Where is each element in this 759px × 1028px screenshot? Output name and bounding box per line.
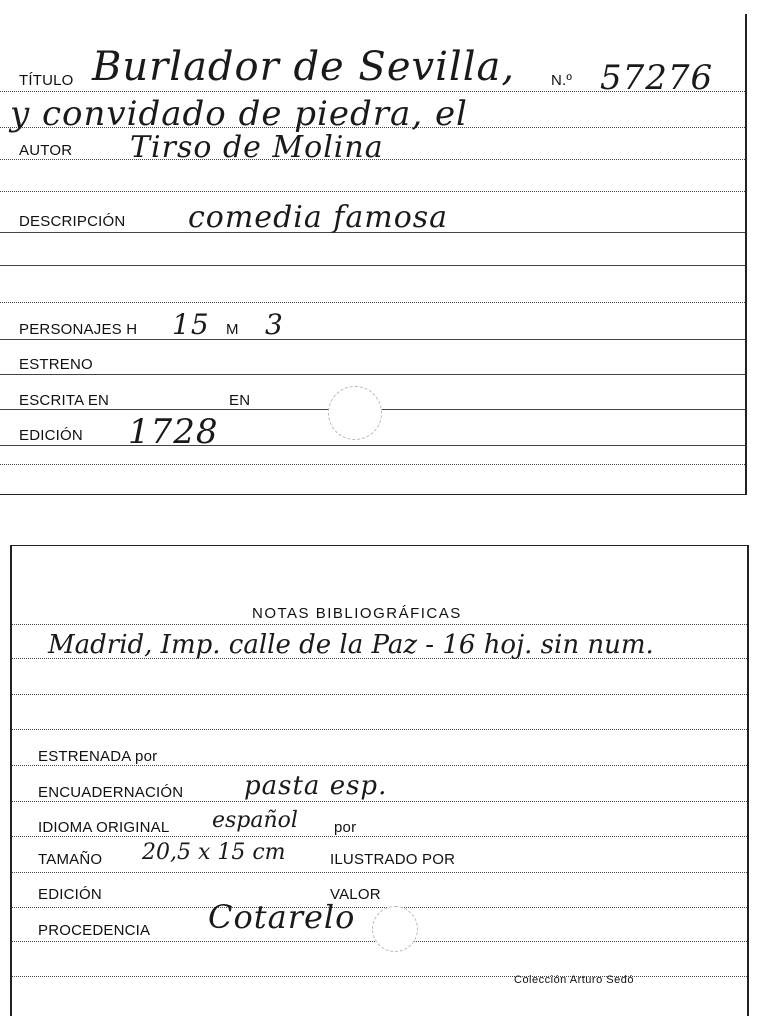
en-label: EN (229, 392, 251, 409)
titulo-value: Burlador de Sevilla, (92, 44, 516, 90)
rule-line (0, 265, 745, 266)
rule-line (12, 694, 747, 695)
edicion-label-back: EDICIÓN (38, 886, 102, 903)
rule-line (12, 836, 747, 837)
catalog-card-back (10, 545, 749, 1016)
escrita-en-label: ESCRITA EN (19, 392, 110, 409)
titulo-label: TÍTULO (19, 72, 74, 89)
titulo-value-continued: y convidado de piedra, el (10, 94, 468, 134)
idioma-label: IDIOMA ORIGINAL (38, 819, 170, 836)
personajes-m-value: 3 (265, 308, 284, 341)
personajes-h-value: 15 (172, 308, 210, 341)
notas-value: Madrid, Imp. calle de la Paz - 16 hoj. sin num. (48, 630, 654, 660)
rule-line (0, 191, 745, 192)
autor-value: Tirso de Molina (130, 130, 384, 165)
tamano-label: TAMAÑO (38, 851, 103, 868)
rule-line (0, 302, 745, 303)
numero-label: N.º (551, 72, 573, 89)
autor-label: AUTOR (19, 142, 73, 159)
estreno-label: ESTRENO (19, 356, 93, 373)
rule-line (12, 624, 747, 625)
catalog-card-front (0, 14, 747, 495)
rule-line (12, 872, 747, 873)
rule-line (12, 801, 747, 802)
rule-line (12, 907, 747, 908)
paper-stain (372, 906, 418, 952)
rule-line (12, 729, 747, 730)
numero-value: 57276 (600, 58, 714, 98)
estrenada-label: ESTRENADA por (38, 748, 158, 765)
ilustrado-label: ILUSTRADO POR (330, 851, 456, 868)
rule-line (0, 374, 745, 375)
descripcion-label: DESCRIPCIÓN (19, 213, 126, 230)
encuadernacion-value: pasta esp. (244, 771, 388, 801)
tamano-value: 20,5 x 15 cm (142, 840, 286, 865)
rule-line (0, 339, 745, 340)
idioma-por-label: por (334, 819, 357, 836)
notas-title: NOTAS BIBLIOGRÁFICAS (252, 605, 462, 622)
rule-line (0, 464, 745, 465)
coleccion-stamp: Colección Arturo Sedó (514, 974, 634, 986)
personajes-label: PERSONAJES H (19, 321, 138, 338)
procedencia-label: PROCEDENCIA (38, 922, 151, 939)
edicion-value: 1728 (128, 412, 219, 452)
edicion-label: EDICIÓN (19, 427, 83, 444)
procedencia-value: Cotarelo (208, 898, 356, 936)
encuadernacion-label: ENCUADERNACIÓN (38, 784, 184, 801)
valor-label: VALOR (330, 886, 381, 903)
descripcion-value: comedia famosa (188, 200, 449, 235)
rule-line (12, 765, 747, 766)
rule-line (0, 445, 745, 446)
paper-stain (328, 386, 382, 440)
idioma-value: español (212, 808, 298, 833)
personajes-m-label: M (226, 321, 239, 338)
rule-line (12, 976, 747, 977)
